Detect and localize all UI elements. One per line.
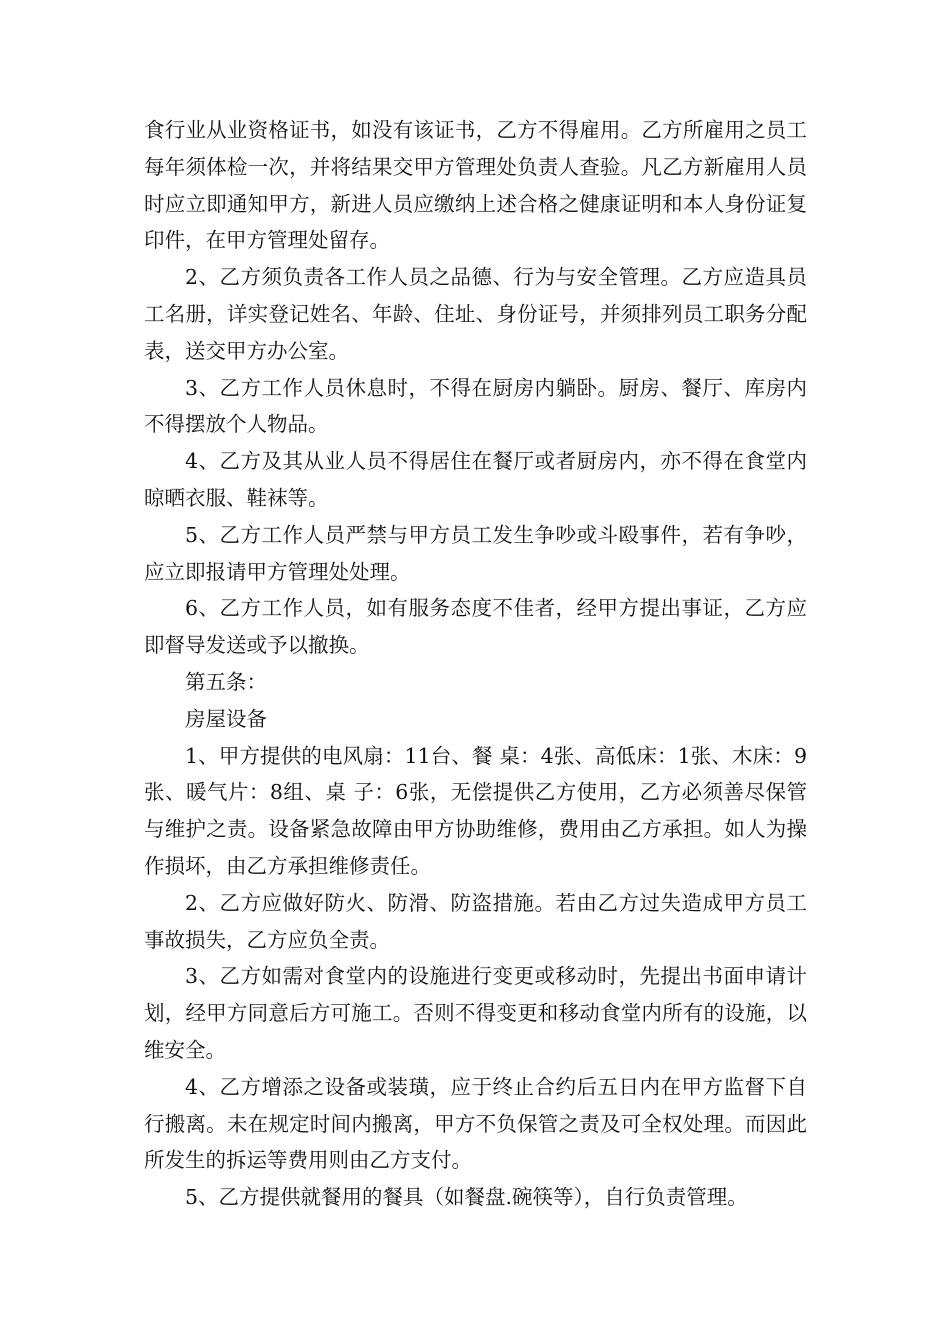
clause-4-residence-rules: 4、乙方及其从业人员不得居住在餐厅或者厨房内，亦不得在食堂内晾晒衣服、鞋袜等。 [144,449,807,510]
document-page [144,112,807,1216]
equipment-clause-2: 2、乙方应做好防火、防滑、防盗措施。若由乙方过失造成甲方员工事故损失，乙方应负全责。 [144,890,807,952]
clause-3-rest-rules: 3、乙方工作人员休息时，不得在厨房内躺卧。厨房、餐厅、库房内不得摆放个人物品。 [144,375,807,437]
equipment-clause-4: 4、乙方增添之设备或装璜，应于终止合约后五日内在甲方监督下自行搬离。未在规定时间内搬离，甲方不负保管之责及可全权处理。而因此所发生的拆运等费用则由乙方支付。 [144,1074,807,1173]
equipment-clause-5: 5、乙方提供就餐用的餐具（如餐盘.碗筷等），自行负责管理。 [185,1185,748,1210]
equipment-clause-1: 1、甲方提供的电风扇：11台、餐 桌：4张、高低床：1张、木床：9张、暖气片：8组、桌 子：6张，无偿提供乙方使用，乙方必须善尽保管与维护之责。设备紧急故障由甲方协助维修，费用由乙方承担。如人为操作损坏，由乙方承担维修责任。 [144,743,807,878]
article-5-heading: 第五条： [185,669,267,694]
clause-6-service-attitude: 6、乙方工作人员，如有服务态度不佳者，经甲方提出事证，乙方应即督导发送或予以撤换。 [144,596,807,658]
equipment-clause-3: 3、乙方如需对食堂内的设施进行变更或移动时，先提出书面申请计划，经甲方同意后方可施工。否则不得变更和移动食堂内所有的设施，以维安全。 [144,964,807,1062]
clause-5-conflict-rules: 5、乙方工作人员严禁与甲方员工发生争吵或斗殴事件，若有争吵，应立即报请甲方管理处处理。 [144,522,807,584]
paragraph-continuation: 食行业从业资格证书，如没有该证书，乙方不得雇用。乙方所雇用之员工每年须体检一次，并将结果交甲方管理处负责人查验。凡乙方新雇用人员时应立即通知甲方，新进人员应缴纳上述合格之健康证明和本人身份证复印件，在甲方管理处留存。 [144,118,807,253]
section-heading-equipment: 房屋设备 [185,706,267,731]
clause-2-staff-management: 2、乙方须负责各工作人员之品德、行为与安全管理。乙方应造具员工名册，详实登记姓名、年龄、住址、身份证号，并须排列员工职务分配表，送交甲方办公室。 [144,265,807,363]
